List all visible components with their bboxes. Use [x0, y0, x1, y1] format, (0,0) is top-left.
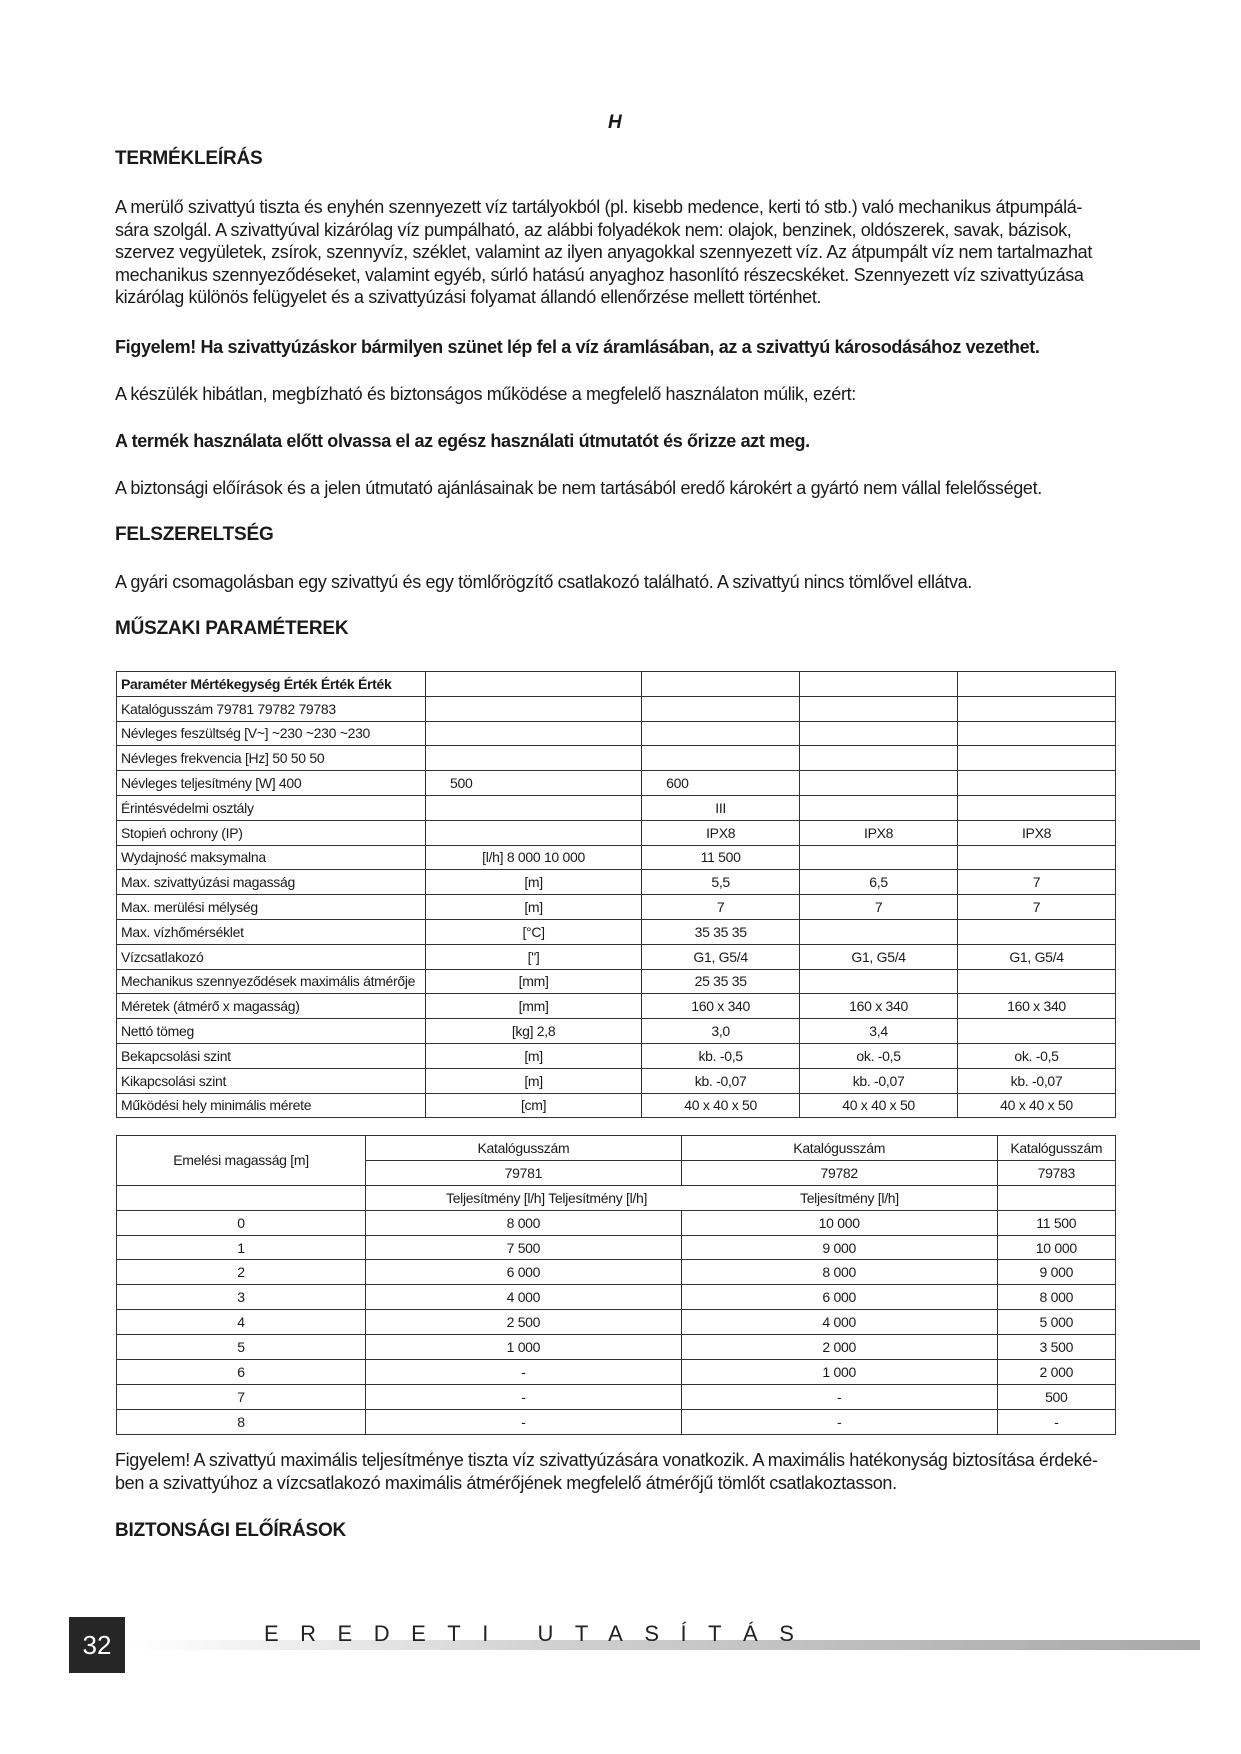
text-line: A merülő szivattyú tiszta és enyhén szennyezett víz tartályokból (pl. kisebb medence, kerti tó stb.) való mechanikus átpumpálá- [115, 197, 1083, 217]
table-cell: [mm] [426, 994, 642, 1019]
text-line: Figyelem! A szivattyú maximális teljesítménye tiszta víz szivattyúzására vonatkozik. A maximális hatékonyság biztosítása érdeké- [115, 1450, 1098, 1470]
table-row [117, 795, 1116, 820]
table-cell: [m] [426, 1068, 642, 1093]
table-cell: Vízcsatlakozó [117, 944, 426, 969]
table-cell: 40 x 40 x 50 [800, 1093, 958, 1118]
table-cell [426, 820, 642, 845]
table-cell [958, 845, 1116, 870]
table-cell [426, 746, 642, 771]
catalog-number-cell: 79782 [681, 1160, 997, 1185]
table-cell: 500 [997, 1384, 1115, 1409]
table-row [117, 994, 1116, 1019]
table-cell: [mm] [426, 969, 642, 994]
table-cell: 4 000 [681, 1310, 997, 1335]
liability-text: A biztonsági előírások és a jelen útmutató ajánlásainak be nem tartásából eredő károkért a gyártó nem vállal felelősséget. [115, 478, 1042, 498]
table-row [117, 870, 1116, 895]
table-cell [958, 746, 1116, 771]
table-cell: [°C] [426, 919, 642, 944]
table-cell: - [366, 1360, 682, 1385]
table-cell: Érintésvédelmi osztály [117, 795, 426, 820]
table-cell: - [366, 1384, 682, 1409]
table-cell: 3 500 [997, 1335, 1115, 1360]
table-cell [958, 1019, 1116, 1044]
table-cell: Nettó tömeg [117, 1019, 426, 1044]
table-cell: - [997, 1409, 1115, 1434]
table-row [117, 1136, 1116, 1161]
table-cell: IPX8 [958, 820, 1116, 845]
text-line: sára szolgál. A szivattyúval kizárólag víz pumpálható, az alábbi folyadékok nem: olajok, benzinek, oldószerek, savak, bázisok, [115, 219, 1072, 240]
table-row [117, 1019, 1116, 1044]
table-cell: [cm] [426, 1093, 642, 1118]
table-cell [800, 746, 958, 771]
table-cell: Max. vízhőmérséklet [117, 919, 426, 944]
table-cell: Wydajność maksymalna [117, 845, 426, 870]
table-cell: 7 [958, 895, 1116, 920]
table-cell: 7 [642, 895, 800, 920]
table-cell: Kikapcsolási szint [117, 1068, 426, 1093]
table-cell: 7 500 [366, 1235, 682, 1260]
table-cell [642, 672, 800, 697]
heading-technical-params: MŰSZAKI PARAMÉTEREK [115, 618, 349, 639]
table-cell: [m] [426, 1043, 642, 1068]
table-cell: 8 000 [366, 1210, 682, 1235]
table-cell: 8 000 [681, 1260, 997, 1285]
table-cell: 160 x 340 [642, 994, 800, 1019]
table-row [117, 721, 1116, 746]
catalog-label-cell: Katalógusszám [681, 1136, 997, 1161]
table-cell [642, 746, 800, 771]
table-cell: IPX8 [642, 820, 800, 845]
table-cell: - [681, 1384, 997, 1409]
table-row [117, 1068, 1116, 1093]
table-cell: 7 [958, 870, 1116, 895]
table-cell: 8 000 [997, 1285, 1115, 1310]
performance-label-cell [366, 1185, 998, 1210]
table-cell: 2 000 [997, 1360, 1115, 1385]
table-cell: 11 500 [642, 845, 800, 870]
table-row [117, 1043, 1116, 1068]
table-row [117, 1335, 1116, 1360]
table-cell: - [681, 1409, 997, 1434]
table-cell: 2 000 [681, 1335, 997, 1360]
table-cell [958, 771, 1116, 796]
table-cell: kb. -0,07 [958, 1068, 1116, 1093]
table-cell: 1 000 [366, 1335, 682, 1360]
table-cell: 5 000 [997, 1310, 1115, 1335]
table-cell: ["] [426, 944, 642, 969]
language-marker: H [608, 112, 622, 133]
warning-text: Figyelem! Ha szivattyúzáskor bármilyen szünet lép fel a víz áramlásában, az a szivattyú károsodásához vezethet. [115, 337, 1040, 357]
table-cell: 9 000 [681, 1235, 997, 1260]
table-cell [426, 721, 642, 746]
performance-label-a: Teljesítmény [l/h] Teljesítmény [l/h] [446, 1189, 648, 1206]
table-cell: 8 [117, 1409, 366, 1434]
product-description-paragraph [115, 196, 1125, 309]
table-cell [958, 672, 1116, 697]
table-cell [958, 795, 1116, 820]
table-row [117, 969, 1116, 994]
table-cell: 0 [117, 1210, 366, 1235]
table-row [117, 1409, 1116, 1434]
table-cell: 500 [426, 771, 642, 796]
equipment-text: A gyári csomagolásban egy szivattyú és egy tömlőrögzítő csatlakozó található. A szivattyú nincs tömlővel ellátva. [115, 572, 972, 592]
table-cell: ok. -0,5 [800, 1043, 958, 1068]
table-cell: kb. -0,07 [642, 1068, 800, 1093]
table-cell [800, 845, 958, 870]
table-cell: 600 [642, 771, 800, 796]
table-cell: Névleges frekvencia [Hz] 50 50 50 [117, 746, 426, 771]
technical-params-table [116, 671, 1116, 1118]
catalog-number-cell: 79781 [366, 1160, 682, 1185]
table-cell: Stopień ochrony (IP) [117, 820, 426, 845]
table-cell: 3,0 [642, 1019, 800, 1044]
table-cell: IPX8 [800, 820, 958, 845]
text-line: kizárólag különös felügyelet és a szivattyúzási folyamat állandó ellenőrzése mellett történhet. [115, 287, 822, 307]
table-row [117, 696, 1116, 721]
table-cell: kb. -0,5 [642, 1043, 800, 1068]
table-cell: [kg] 2,8 [426, 1019, 642, 1044]
table-cell: 5,5 [642, 870, 800, 895]
table-cell: 6 000 [366, 1260, 682, 1285]
table-cell: 160 x 340 [958, 994, 1116, 1019]
table-cell: kb. -0,07 [800, 1068, 958, 1093]
text-line: mechanikus szennyeződéseket, valamint egyéb, súrló hatású anyaghoz hasonlító részecskéket. Szennyezett víz szivattyúzása [115, 264, 1084, 285]
table-cell [426, 696, 642, 721]
table-cell [800, 795, 958, 820]
table-cell: 10 000 [681, 1210, 997, 1235]
table-cell: [m] [426, 870, 642, 895]
lift-height-header: Emelési magasság [m] [117, 1136, 366, 1186]
performance-table [116, 1135, 1116, 1435]
table-cell [642, 696, 800, 721]
table-cell: Névleges teljesítmény [W] 400 [117, 771, 426, 796]
heading-equipment: FELSZERELTSÉG [115, 524, 274, 545]
table-cell: G1, G5/4 [958, 944, 1116, 969]
table-row [117, 1384, 1116, 1409]
table-cell: Névleges feszültség [V~] ~230 ~230 ~230 [117, 721, 426, 746]
table-cell: Méretek (átmérő x magasság) [117, 994, 426, 1019]
table-cell: 2 [117, 1260, 366, 1285]
table-cell: 40 x 40 x 50 [958, 1093, 1116, 1118]
table-cell: Paraméter Mértékegység Érték Érték Érték [117, 672, 426, 697]
table-cell: 11 500 [997, 1210, 1115, 1235]
table-cell [958, 919, 1116, 944]
table-cell [800, 672, 958, 697]
table-cell: 7 [800, 895, 958, 920]
table-cell [426, 672, 642, 697]
read-manual-text: A termék használata előtt olvassa el az egész használati útmutatót és őrizze azt meg. [115, 431, 810, 451]
table-row [117, 845, 1116, 870]
table-cell: 3,4 [800, 1019, 958, 1044]
table-cell: 4 [117, 1310, 366, 1335]
table-row [117, 1285, 1116, 1310]
table-cell: 35 35 35 [642, 919, 800, 944]
table-cell: 7 [117, 1384, 366, 1409]
table-cell: 2 500 [366, 1310, 682, 1335]
table-cell [958, 969, 1116, 994]
table-row [117, 746, 1116, 771]
table-cell: 1 [117, 1235, 366, 1260]
table-row [117, 771, 1116, 796]
empty-cell [117, 1185, 366, 1210]
table-row [117, 1360, 1116, 1385]
table-cell: Működési hely minimális mérete [117, 1093, 426, 1118]
heading-safety: BIZTONSÁGI ELŐÍRÁSOK [115, 1520, 347, 1541]
table-row [117, 1310, 1116, 1335]
table-cell [958, 721, 1116, 746]
table-cell: [l/h] 8 000 10 000 [426, 845, 642, 870]
table-row [117, 919, 1116, 944]
text-line: ben a szivattyúhoz a vízcsatlakozó maximális átmérőjének megfelelő átmérőjű tömlőt csatlakoztasson. [115, 1472, 897, 1493]
table-cell: 6 [117, 1360, 366, 1385]
catalog-label-cell: Katalógusszám [366, 1136, 682, 1161]
table-cell: 1 000 [681, 1360, 997, 1385]
table-cell: Max. szivattyúzási magasság [117, 870, 426, 895]
table-row [117, 1235, 1116, 1260]
text-line: szervez vegyületek, zsírok, szennyvíz, széklet, valamint az ilyen anyagokkal szennyezett víz. Az átpumpált víz nem tartalmazhat [115, 242, 1092, 262]
table-row [117, 820, 1116, 845]
table-cell: 25 35 35 [642, 969, 800, 994]
table-cell [800, 771, 958, 796]
footer-title: EREDETI UTASÍTÁS [264, 1621, 816, 1646]
empty-cell [997, 1185, 1115, 1210]
table-cell: 40 x 40 x 50 [642, 1093, 800, 1118]
table-cell: [m] [426, 895, 642, 920]
table-cell: G1, G5/4 [642, 944, 800, 969]
table-cell: Mechanikus szennyeződések maximális átmérője [117, 969, 426, 994]
table-cell [800, 696, 958, 721]
table-cell: - [366, 1409, 682, 1434]
table-cell: 6 000 [681, 1285, 997, 1310]
table-cell: 5 [117, 1335, 366, 1360]
final-warning-paragraph [115, 1449, 1125, 1494]
table-cell: 4 000 [366, 1285, 682, 1310]
table-row [117, 1093, 1116, 1118]
table-cell [800, 721, 958, 746]
table-cell [426, 795, 642, 820]
catalog-number-cell: 79783 [997, 1160, 1115, 1185]
reliability-text: A készülék hibátlan, megbízható és biztonságos működése a megfelelő használaton múlik, ezért: [115, 384, 856, 404]
table-cell [642, 721, 800, 746]
table-cell: Bekapcsolási szint [117, 1043, 426, 1068]
table-cell [800, 919, 958, 944]
table-cell: G1, G5/4 [800, 944, 958, 969]
table-cell: ok. -0,5 [958, 1043, 1116, 1068]
page-number: 32 [69, 1617, 125, 1673]
table-cell [958, 696, 1116, 721]
table-cell: Max. merülési mélység [117, 895, 426, 920]
table-row [117, 1185, 1116, 1210]
heading-product-description: TERMÉKLEÍRÁS [115, 148, 263, 169]
table-cell: Katalógusszám 79781 79782 79783 [117, 696, 426, 721]
table-cell: 6,5 [800, 870, 958, 895]
table-row [117, 672, 1116, 697]
catalog-label-cell: Katalógusszám [997, 1136, 1115, 1161]
table-row [117, 895, 1116, 920]
table-cell: 3 [117, 1285, 366, 1310]
table-row [117, 1210, 1116, 1235]
table-cell: 160 x 340 [800, 994, 958, 1019]
table-row [117, 1260, 1116, 1285]
table-cell [800, 969, 958, 994]
performance-label-b: Teljesítmény [l/h] [800, 1189, 899, 1206]
table-cell: 9 000 [997, 1260, 1115, 1285]
table-row [117, 944, 1116, 969]
table-cell: 10 000 [997, 1235, 1115, 1260]
table-cell: III [642, 795, 800, 820]
